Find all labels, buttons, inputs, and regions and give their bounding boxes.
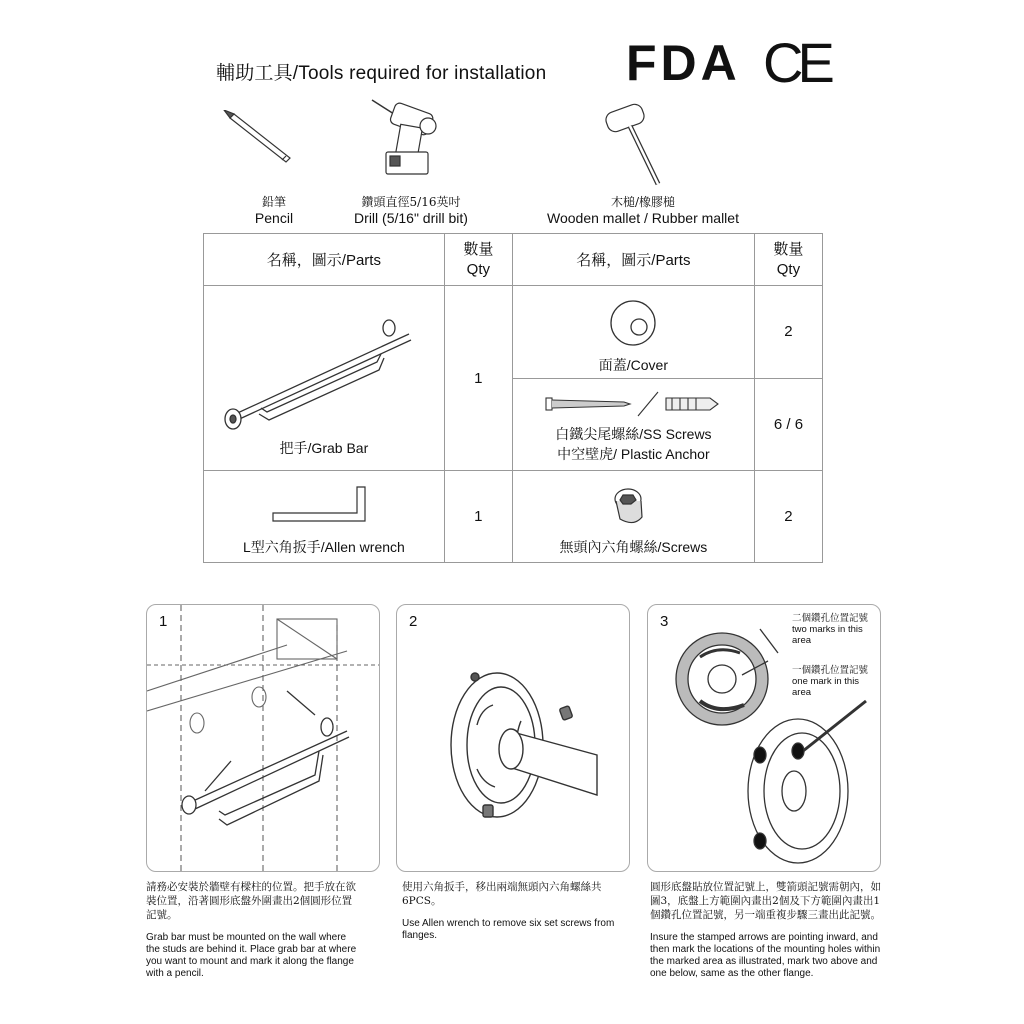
step-1-illustration: [147, 605, 379, 871]
header-qty-left-en: Qty: [466, 260, 491, 278]
tool-pencil-en: Pencil: [254, 210, 294, 226]
header-qty-right-zh: 數量: [773, 240, 804, 258]
mark-note-one-en: one mark in this area: [792, 676, 860, 698]
tool-mallet-en: Wooden mallet / Rubber mallet: [547, 210, 739, 226]
mark-note-two-en: two marks in this area: [792, 624, 863, 646]
screw-label: 白鐵尖尾螺絲/SS Screws: [555, 426, 712, 443]
allen-wrench-qty: 1: [444, 471, 512, 563]
drill-icon: [368, 96, 448, 182]
set-screw-qty: 2: [754, 471, 822, 563]
header-parts-left: 名稱，圖示/Parts: [204, 234, 445, 286]
step-1-text: [146, 880, 358, 980]
cover-qty: 2: [754, 286, 822, 379]
anchor-label: 中空壁虎/ Plastic Anchor: [557, 446, 710, 463]
mark-note-two: [792, 613, 876, 646]
tool-pencil-label: [232, 194, 316, 226]
tool-drill-label: [338, 194, 484, 226]
tool-drill-zh: 鑽頭直徑5/16英吋: [361, 195, 461, 209]
step-3-zh: 圓形底盤貼放位置記號上，雙箭頭記號需朝內，如圖3，底盤上方範圍內畫出2個及下方範圍內畫出1個鑽孔位置記號，另一端重複步驟三畫出此記號。: [650, 881, 881, 921]
step-3-number: 3: [660, 613, 669, 630]
step-2-text: [402, 880, 628, 942]
parts-table: [203, 233, 823, 563]
allen-wrench-icon: [269, 483, 379, 529]
ce-logo: CE: [763, 31, 829, 94]
mallet-icon: [600, 102, 664, 188]
mark-note-two-zh: 二個鑽孔位置記號: [792, 613, 869, 624]
screw-anchor-icon: [538, 386, 728, 422]
step-3-en: Insure the stamped arrows are pointing inward, and then mark the locations of the mounting holes within the marked area as illustrated, mark two above and one below, same as the other flange.: [650, 932, 881, 979]
screw-anchor-cell: [512, 378, 754, 471]
tool-mallet-zh: 木槌/橡膠槌: [610, 195, 676, 209]
set-screw-cell: [512, 471, 754, 563]
header-parts-right: 名稱，圖示/Parts: [512, 234, 754, 286]
screw-anchor-qty: 6 / 6: [754, 378, 822, 471]
mark-note-one-zh: 一個鑽孔位置記號: [792, 665, 869, 676]
cover-cell: [512, 286, 754, 379]
set-screw-icon: [608, 483, 658, 529]
step-2-illustration: [397, 605, 629, 871]
grab-bar-cell: [204, 286, 445, 471]
header-qty-right: [754, 234, 822, 286]
tool-mallet-label: [520, 194, 766, 226]
header-qty-left: [444, 234, 512, 286]
step-3-panel: [647, 604, 881, 872]
cover-label: 面蓋/Cover: [598, 356, 668, 373]
tool-pencil-zh: 鉛筆: [261, 195, 286, 209]
allen-wrench-label: L型六角扳手/Allen wrench: [242, 538, 405, 555]
header-qty-right-en: Qty: [776, 260, 801, 278]
pencil-icon: [222, 110, 302, 170]
step-2-zh: 使用六角扳手，移出兩端無頭內六角螺絲共6PCS。: [402, 881, 602, 907]
tool-drill-en: Drill (5/16" drill bit): [354, 210, 468, 226]
step-2-panel: [396, 604, 630, 872]
set-screw-label: 無頭內六角螺絲/Screws: [559, 538, 708, 555]
step-1-zh: 請務必安裝於牆壁有樑柱的位置。把手放在欲裝位置，沿著圓形底盤外圍畫出2個圓形位置記號。: [146, 881, 356, 921]
fda-logo: FDA: [626, 35, 741, 91]
grab-bar-label: 把手/Grab Bar: [279, 440, 369, 456]
step-1-en: Grab bar must be mounted on the wall where the studs are behind it. Place grab bar at where you want to mount and mark it along the flange with a pencil.: [146, 932, 357, 979]
header-qty-left-zh: 數量: [463, 240, 494, 258]
step-3-text: [650, 880, 884, 980]
mark-note-one: [792, 665, 876, 698]
step-2-number: 2: [409, 613, 418, 630]
step-1-number: 1: [159, 613, 168, 630]
allen-wrench-cell: [204, 471, 445, 563]
step-2-en: Use Allen wrench to remove six set screws from flanges.: [402, 918, 615, 941]
grab-bar-icon: [209, 298, 439, 438]
cover-icon: [603, 293, 663, 353]
grab-bar-qty: 1: [444, 286, 512, 471]
tools-title: 輔助工具/Tools required for installation: [216, 63, 547, 84]
step-1-panel: [146, 604, 380, 872]
